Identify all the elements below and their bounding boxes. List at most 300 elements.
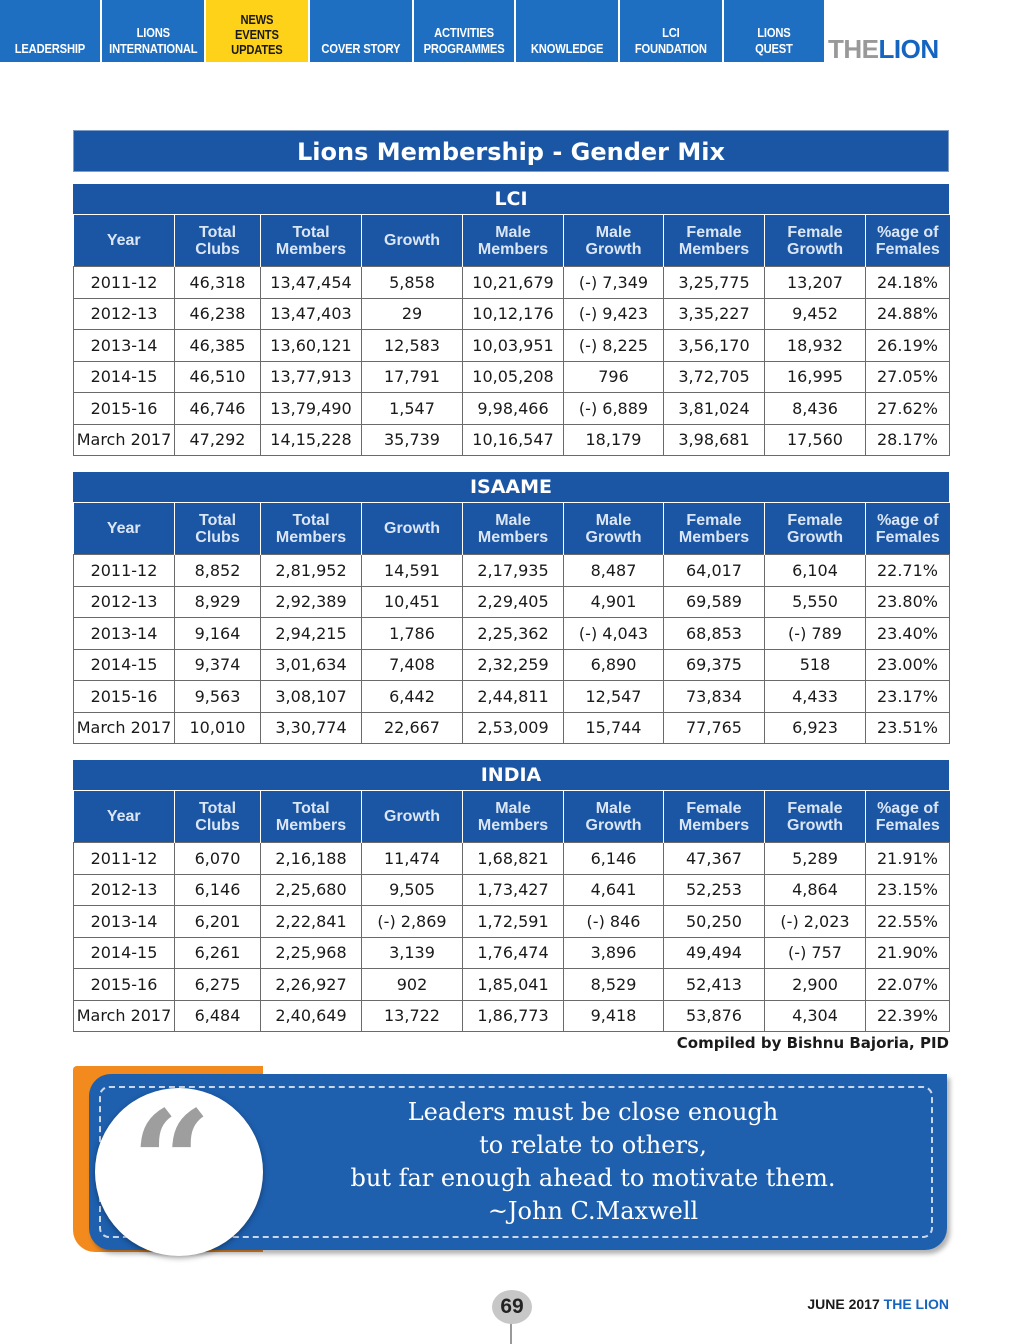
table-cell: 2014-15 <box>74 649 175 681</box>
column-header <box>74 503 175 555</box>
footer-issue <box>700 1296 949 1312</box>
table-cell: 3,35,227 <box>664 298 765 330</box>
table-cell: 9,164 <box>175 618 261 650</box>
table-cell: 12,547 <box>564 681 664 713</box>
page-title: Lions Membership - Gender Mix <box>73 130 949 172</box>
table-cell: 3,896 <box>564 937 664 969</box>
footer-issue-date: JUNE 2017 <box>807 1296 880 1312</box>
table-cell: 6,146 <box>564 843 664 875</box>
nav-tab-label: COVER STORY <box>321 41 401 56</box>
table-cell: 6,104 <box>765 555 866 587</box>
table-cell: 6,201 <box>175 906 261 938</box>
column-header-line: Clubs <box>195 240 240 258</box>
table-cell: 4,864 <box>765 874 866 906</box>
column-header-line: Growth <box>787 528 843 546</box>
table-cell: 46,746 <box>175 393 261 425</box>
table-cell: 2012-13 <box>74 874 175 906</box>
table-cell: 35,739 <box>362 424 463 456</box>
table-cell: 796 <box>564 361 664 393</box>
table-cell: 5,858 <box>362 267 463 299</box>
table-cell: 13,207 <box>765 267 866 299</box>
india-table-block <box>73 760 949 1032</box>
table-cell: 4,304 <box>765 1000 866 1032</box>
table-cell: 7,408 <box>362 649 463 681</box>
table-cell: 2,32,259 <box>463 649 564 681</box>
table-cell: 10,05,208 <box>463 361 564 393</box>
table-cell: 13,47,403 <box>261 298 362 330</box>
table-cell: 16,995 <box>765 361 866 393</box>
column-header-line: Growth <box>585 816 642 834</box>
table-cell: (-) 9,423 <box>564 298 664 330</box>
table-cell: 2011-12 <box>74 555 175 587</box>
table-cell: 15,744 <box>564 712 664 744</box>
table-row <box>74 330 950 362</box>
table-cell: March 2017 <box>74 424 175 456</box>
table-header-row <box>74 503 950 555</box>
table-cell: 3,139 <box>362 937 463 969</box>
table-cell: 2,40,649 <box>261 1000 362 1032</box>
table-cell: 46,385 <box>175 330 261 362</box>
table-cell: 8,487 <box>564 555 664 587</box>
column-header-line: Members <box>477 528 549 546</box>
column-header-line: %age of <box>877 223 939 241</box>
table-row <box>74 906 950 938</box>
top-navigation <box>0 0 824 62</box>
table-row <box>74 618 950 650</box>
column-header-line: Female <box>686 799 742 817</box>
column-header-line: Male <box>595 799 632 817</box>
table-row <box>74 298 950 330</box>
column-header-line: Members <box>275 816 347 834</box>
column-header-line: Male <box>595 223 632 241</box>
nav-tab[interactable] <box>0 0 102 62</box>
column-header <box>362 791 463 843</box>
table-cell: 9,563 <box>175 681 261 713</box>
column-header-line: Clubs <box>195 528 240 546</box>
column-header-line: Female <box>686 223 742 241</box>
nav-tab-label: KNOWLEDGE <box>530 41 604 56</box>
table-cell: 2015-16 <box>74 681 175 713</box>
column-header <box>463 791 564 843</box>
membership-table <box>73 790 950 1032</box>
section-title: LCI <box>73 184 949 214</box>
table-row <box>74 969 950 1001</box>
column-header-line: Male <box>595 511 632 529</box>
table-cell: 68,853 <box>664 618 765 650</box>
table-row <box>74 267 950 299</box>
table-cell: 23.15% <box>866 874 950 906</box>
table-cell: 1,73,427 <box>463 874 564 906</box>
table-cell: 2,53,009 <box>463 712 564 744</box>
table-cell: (-) 4,043 <box>564 618 664 650</box>
table-cell: 2,92,389 <box>261 586 362 618</box>
table-cell: 11,474 <box>362 843 463 875</box>
table-cell: 1,68,821 <box>463 843 564 875</box>
table-cell: 2,22,841 <box>261 906 362 938</box>
table-cell: 6,261 <box>175 937 261 969</box>
lci-table-block <box>73 184 949 456</box>
nav-tab[interactable] <box>310 0 414 62</box>
table-cell: 1,786 <box>362 618 463 650</box>
column-header-line: Growth <box>787 240 843 258</box>
table-row <box>74 874 950 906</box>
table-cell: 27.62% <box>866 393 950 425</box>
column-header-line: Members <box>678 816 750 834</box>
column-header-line: Female <box>686 511 742 529</box>
table-cell: 2,44,811 <box>463 681 564 713</box>
column-header <box>261 503 362 555</box>
table-cell: 6,146 <box>175 874 261 906</box>
page-number: 69 <box>492 1290 532 1324</box>
table-cell: 21.90% <box>866 937 950 969</box>
nav-tab-label: LIONS QUEST <box>755 25 793 56</box>
table-cell: 1,547 <box>362 393 463 425</box>
table-cell: 9,505 <box>362 874 463 906</box>
table-cell: (-) 7,349 <box>564 267 664 299</box>
table-cell: 1,72,591 <box>463 906 564 938</box>
nav-tab[interactable] <box>414 0 516 62</box>
table-cell: 2015-16 <box>74 969 175 1001</box>
table-cell: 23.00% <box>866 649 950 681</box>
table-cell: 2014-15 <box>74 937 175 969</box>
table-cell: (-) 757 <box>765 937 866 969</box>
column-header <box>564 215 664 267</box>
table-cell: 21.91% <box>866 843 950 875</box>
table-cell: 22.39% <box>866 1000 950 1032</box>
table-cell: 10,12,176 <box>463 298 564 330</box>
column-header-line: Female <box>787 223 843 241</box>
table-cell: 2011-12 <box>74 267 175 299</box>
column-header-line: Year <box>106 520 141 537</box>
column-header-line: Females <box>875 240 940 258</box>
column-header-line: Growth <box>787 816 843 834</box>
table-cell: 23.17% <box>866 681 950 713</box>
table-cell: 2013-14 <box>74 906 175 938</box>
nav-tab[interactable] <box>724 0 824 62</box>
table-cell: 3,08,107 <box>261 681 362 713</box>
table-cell: 10,16,547 <box>463 424 564 456</box>
column-header-line: Members <box>477 816 549 834</box>
column-header-line: %age of <box>877 511 939 529</box>
table-cell: 6,442 <box>362 681 463 713</box>
column-header-line: Growth <box>384 520 440 537</box>
table-cell: 10,21,679 <box>463 267 564 299</box>
column-header-line: Females <box>875 528 940 546</box>
section-title: ISAAME <box>73 472 949 502</box>
section-title: INDIA <box>73 760 949 790</box>
table-cell: 6,484 <box>175 1000 261 1032</box>
table-cell: 22.07% <box>866 969 950 1001</box>
column-header-line: Total <box>198 223 237 241</box>
column-header <box>362 215 463 267</box>
table-cell: 23.51% <box>866 712 950 744</box>
table-cell: 22,667 <box>362 712 463 744</box>
table-cell: 49,494 <box>664 937 765 969</box>
table-cell: 14,591 <box>362 555 463 587</box>
table-cell: (-) 2,023 <box>765 906 866 938</box>
table-cell: 2013-14 <box>74 618 175 650</box>
table-cell: 46,510 <box>175 361 261 393</box>
column-header <box>362 503 463 555</box>
table-cell: 4,433 <box>765 681 866 713</box>
column-header-line: Growth <box>585 240 642 258</box>
table-header-row <box>74 215 950 267</box>
table-row <box>74 649 950 681</box>
table-cell: (-) 846 <box>564 906 664 938</box>
table-cell: 73,834 <box>664 681 765 713</box>
table-cell: (-) 6,889 <box>564 393 664 425</box>
table-cell: 4,641 <box>564 874 664 906</box>
column-header <box>463 215 564 267</box>
column-header-line: Females <box>875 816 940 834</box>
magazine-logo <box>828 34 939 65</box>
table-cell: (-) 8,225 <box>564 330 664 362</box>
table-cell: 5,550 <box>765 586 866 618</box>
column-header-line: Year <box>106 808 141 825</box>
column-header <box>261 215 362 267</box>
column-header <box>74 791 175 843</box>
column-header <box>664 215 765 267</box>
table-cell: 69,375 <box>664 649 765 681</box>
table-row <box>74 712 950 744</box>
table-cell: 4,901 <box>564 586 664 618</box>
table-cell: 13,77,913 <box>261 361 362 393</box>
column-header-line: Growth <box>384 808 440 825</box>
column-header-line: Clubs <box>195 816 240 834</box>
column-header-line: Members <box>678 240 750 258</box>
nav-tab-label: LCI FOUNDATION <box>634 25 707 56</box>
nav-tab[interactable] <box>516 0 620 62</box>
table-cell: 3,72,705 <box>664 361 765 393</box>
column-header <box>175 503 261 555</box>
nav-tab-label: ACTIVITIES PROGRAMMES <box>423 25 505 56</box>
table-cell: 2,17,935 <box>463 555 564 587</box>
table-cell: 2011-12 <box>74 843 175 875</box>
column-header-line: Total <box>292 223 330 241</box>
table-cell: 29 <box>362 298 463 330</box>
nav-tab-label: LEADERSHIP <box>14 41 86 56</box>
table-cell: 9,452 <box>765 298 866 330</box>
table-cell: 22.71% <box>866 555 950 587</box>
quote-line: to relate to others, <box>479 1131 707 1159</box>
table-cell: 17,791 <box>362 361 463 393</box>
table-cell: 18,179 <box>564 424 664 456</box>
nav-tab[interactable] <box>206 0 310 62</box>
column-header <box>765 503 866 555</box>
column-header <box>664 791 765 843</box>
nav-tab-label: NEWS EVENTS UPDATES <box>231 12 283 57</box>
table-cell: 2,25,968 <box>261 937 362 969</box>
table-cell: 6,890 <box>564 649 664 681</box>
table-cell: 64,017 <box>664 555 765 587</box>
table-cell: 52,413 <box>664 969 765 1001</box>
column-header-line: Members <box>477 240 549 258</box>
table-cell: 13,47,454 <box>261 267 362 299</box>
table-cell: 2015-16 <box>74 393 175 425</box>
table-cell: 3,25,775 <box>664 267 765 299</box>
table-cell: 8,436 <box>765 393 866 425</box>
membership-table <box>73 502 950 744</box>
table-cell: 2,29,405 <box>463 586 564 618</box>
table-row <box>74 393 950 425</box>
table-row <box>74 361 950 393</box>
table-cell: 2,26,927 <box>261 969 362 1001</box>
column-header-line: Year <box>106 232 141 249</box>
table-cell: 2,900 <box>765 969 866 1001</box>
table-cell: 2012-13 <box>74 586 175 618</box>
nav-tab-label: LIONS INTERNATIONAL <box>108 25 198 56</box>
table-cell: 3,98,681 <box>664 424 765 456</box>
table-cell: 6,070 <box>175 843 261 875</box>
table-cell: 52,253 <box>664 874 765 906</box>
table-row <box>74 681 950 713</box>
table-cell: 2014-15 <box>74 361 175 393</box>
column-header-line: Growth <box>384 232 440 249</box>
table-row <box>74 586 950 618</box>
table-cell: 6,923 <box>765 712 866 744</box>
table-cell: 10,03,951 <box>463 330 564 362</box>
table-cell: 518 <box>765 649 866 681</box>
table-row <box>74 843 950 875</box>
nav-tab[interactable] <box>620 0 724 62</box>
table-cell: 77,765 <box>664 712 765 744</box>
column-header <box>564 791 664 843</box>
table-cell: 5,289 <box>765 843 866 875</box>
table-cell: 3,30,774 <box>261 712 362 744</box>
table-row <box>74 424 950 456</box>
table-cell: 24.88% <box>866 298 950 330</box>
column-header-line: Female <box>787 799 843 817</box>
table-cell: 46,238 <box>175 298 261 330</box>
table-cell: 13,60,121 <box>261 330 362 362</box>
column-header-line: Male <box>495 799 531 817</box>
table-cell: 902 <box>362 969 463 1001</box>
footer-brand: THE LION <box>883 1296 949 1312</box>
table-cell: 47,292 <box>175 424 261 456</box>
table-cell: 28.17% <box>866 424 950 456</box>
table-cell: 18,932 <box>765 330 866 362</box>
membership-table <box>73 214 950 456</box>
column-header <box>463 503 564 555</box>
table-cell: 10,010 <box>175 712 261 744</box>
column-header <box>664 503 765 555</box>
column-header <box>866 791 950 843</box>
column-header-line: Male <box>495 223 531 241</box>
table-cell: 2,25,362 <box>463 618 564 650</box>
column-header-line: Total <box>292 511 330 529</box>
table-cell: (-) 789 <box>765 618 866 650</box>
column-header-line: Members <box>275 240 347 258</box>
table-cell: 8,852 <box>175 555 261 587</box>
table-cell: 2,94,215 <box>261 618 362 650</box>
table-cell: 12,583 <box>362 330 463 362</box>
table-cell: 9,98,466 <box>463 393 564 425</box>
table-row <box>74 1000 950 1032</box>
table-cell: 3,01,634 <box>261 649 362 681</box>
quotation-mark-icon: “ <box>131 1081 212 1245</box>
table-cell: 53,876 <box>664 1000 765 1032</box>
column-header <box>175 215 261 267</box>
table-cell: 1,86,773 <box>463 1000 564 1032</box>
table-cell: 1,85,041 <box>463 969 564 1001</box>
table-cell: 9,374 <box>175 649 261 681</box>
quote-author: ~John C.Maxwell <box>487 1197 699 1225</box>
table-cell: 26.19% <box>866 330 950 362</box>
table-header-row <box>74 791 950 843</box>
table-cell: 47,367 <box>664 843 765 875</box>
table-cell: 6,275 <box>175 969 261 1001</box>
table-cell: 69,589 <box>664 586 765 618</box>
column-header <box>765 791 866 843</box>
table-row <box>74 555 950 587</box>
column-header-line: Female <box>787 511 843 529</box>
nav-tab[interactable] <box>102 0 206 62</box>
column-header <box>866 503 950 555</box>
table-cell: 50,250 <box>664 906 765 938</box>
table-cell: 13,79,490 <box>261 393 362 425</box>
table-cell: 23.80% <box>866 586 950 618</box>
table-cell: 24.18% <box>866 267 950 299</box>
table-cell: 23.40% <box>866 618 950 650</box>
quote-line: Leaders must be close enough <box>407 1098 779 1126</box>
table-cell: 8,529 <box>564 969 664 1001</box>
isaame-table-block <box>73 472 949 744</box>
table-cell: 9,418 <box>564 1000 664 1032</box>
table-cell: 8,929 <box>175 586 261 618</box>
table-cell: 27.05% <box>866 361 950 393</box>
table-cell: March 2017 <box>74 1000 175 1032</box>
logo-lion: LION <box>878 34 939 64</box>
quote-text <box>283 1096 903 1228</box>
column-header <box>564 503 664 555</box>
column-header <box>175 791 261 843</box>
table-cell: March 2017 <box>74 712 175 744</box>
column-header-line: Male <box>495 511 531 529</box>
column-header-line: Growth <box>585 528 642 546</box>
column-header-line: Members <box>275 528 347 546</box>
compiled-by-credit: Compiled by Bishnu Bajoria, PID <box>676 1034 949 1052</box>
quote-line: but far enough ahead to motivate them. <box>350 1164 836 1192</box>
table-cell: 2012-13 <box>74 298 175 330</box>
table-cell: 14,15,228 <box>261 424 362 456</box>
table-cell: 3,56,170 <box>664 330 765 362</box>
column-header <box>866 215 950 267</box>
table-cell: 10,451 <box>362 586 463 618</box>
table-cell: (-) 2,869 <box>362 906 463 938</box>
table-cell: 2013-14 <box>74 330 175 362</box>
table-cell: 22.55% <box>866 906 950 938</box>
table-cell: 2,25,680 <box>261 874 362 906</box>
table-cell: 46,318 <box>175 267 261 299</box>
table-cell: 3,81,024 <box>664 393 765 425</box>
table-cell: 2,81,952 <box>261 555 362 587</box>
logo-the: THE <box>828 34 879 64</box>
table-cell: 2,16,188 <box>261 843 362 875</box>
column-header <box>765 215 866 267</box>
table-cell: 13,722 <box>362 1000 463 1032</box>
table-row <box>74 937 950 969</box>
column-header-line: Total <box>198 511 237 529</box>
column-header-line: Total <box>198 799 237 817</box>
column-header <box>261 791 362 843</box>
column-header-line: Members <box>678 528 750 546</box>
column-header <box>74 215 175 267</box>
table-cell: 1,76,474 <box>463 937 564 969</box>
quote-box <box>73 1066 949 1256</box>
table-cell: 17,560 <box>765 424 866 456</box>
column-header-line: Total <box>292 799 330 817</box>
column-header-line: %age of <box>877 799 939 817</box>
